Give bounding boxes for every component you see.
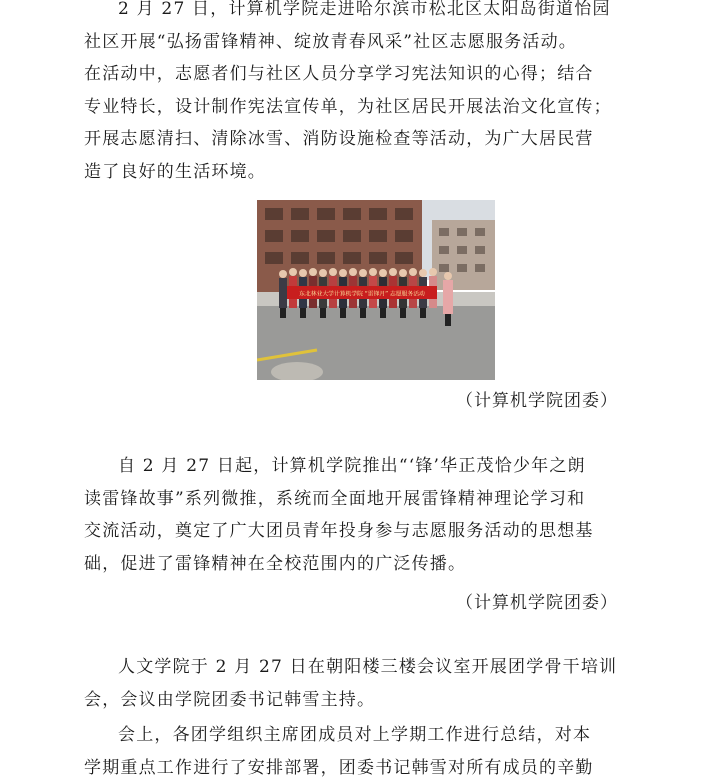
banner-text: 东北林业大学计算机学院 “雷锋月” 志愿服务活动 (299, 291, 425, 298)
text-line: 2 月 27 日，计算机学院走进哈尔滨市松北区太阳岛街道怡园 (118, 0, 611, 19)
paragraph-meeting-summary (84, 719, 632, 784)
text-line: 交流活动，奠定了广大团员青年投身参与志愿服务活动的思想基 (84, 521, 594, 542)
text-line: 造了良好的生活环境。 (84, 161, 266, 182)
text-line: 开展志愿清扫、清除冰雪、消防设施检查等活动，为广大居民营 (84, 129, 594, 150)
text-line: 学期重点工作进行了安排部署，团委书记韩雪对所有成员的辛勤 (84, 757, 594, 778)
text-line: 读雷锋故事”系列微推，系统而全面地开展雷锋精神理论学习和 (84, 488, 586, 509)
event-photo (257, 200, 495, 380)
text-line: 人文学院于 2 月 27 日在朝阳楼三楼会议室开展团学骨干培训 (118, 657, 618, 677)
text-line: 础，促进了雷锋精神在全校范围内的广泛传播。 (84, 553, 467, 574)
text-line: 专业特长，设计制作宪法宣传单，为社区居民开展法治文化宣传； (84, 96, 612, 117)
text-line: 在活动中，志愿者们与社区人员分享学习宪法知识的心得；结合 (84, 64, 594, 85)
paragraph-computer-college-volunteer (84, 0, 632, 189)
text-line: 自 2 月 27 日起，计算机学院推出“‘锋’华正茂恰少年之朗 (118, 456, 586, 476)
text-line: 会，会议由学院团委书记韩雪主持。 (84, 689, 376, 710)
text-line: 会上，各团学组织主席团成员对上学期工作进行总结，对本 (118, 725, 592, 745)
paragraph-humanities-training (84, 651, 632, 716)
caption-source: （计算机学院团委） (456, 593, 618, 613)
paragraph-computer-college-reading (84, 450, 632, 580)
text-line: 社区开展“弘扬雷锋精神、绽放青春风采”社区志愿服务活动。 (84, 31, 577, 52)
caption-source: （计算机学院团委） (456, 391, 618, 411)
